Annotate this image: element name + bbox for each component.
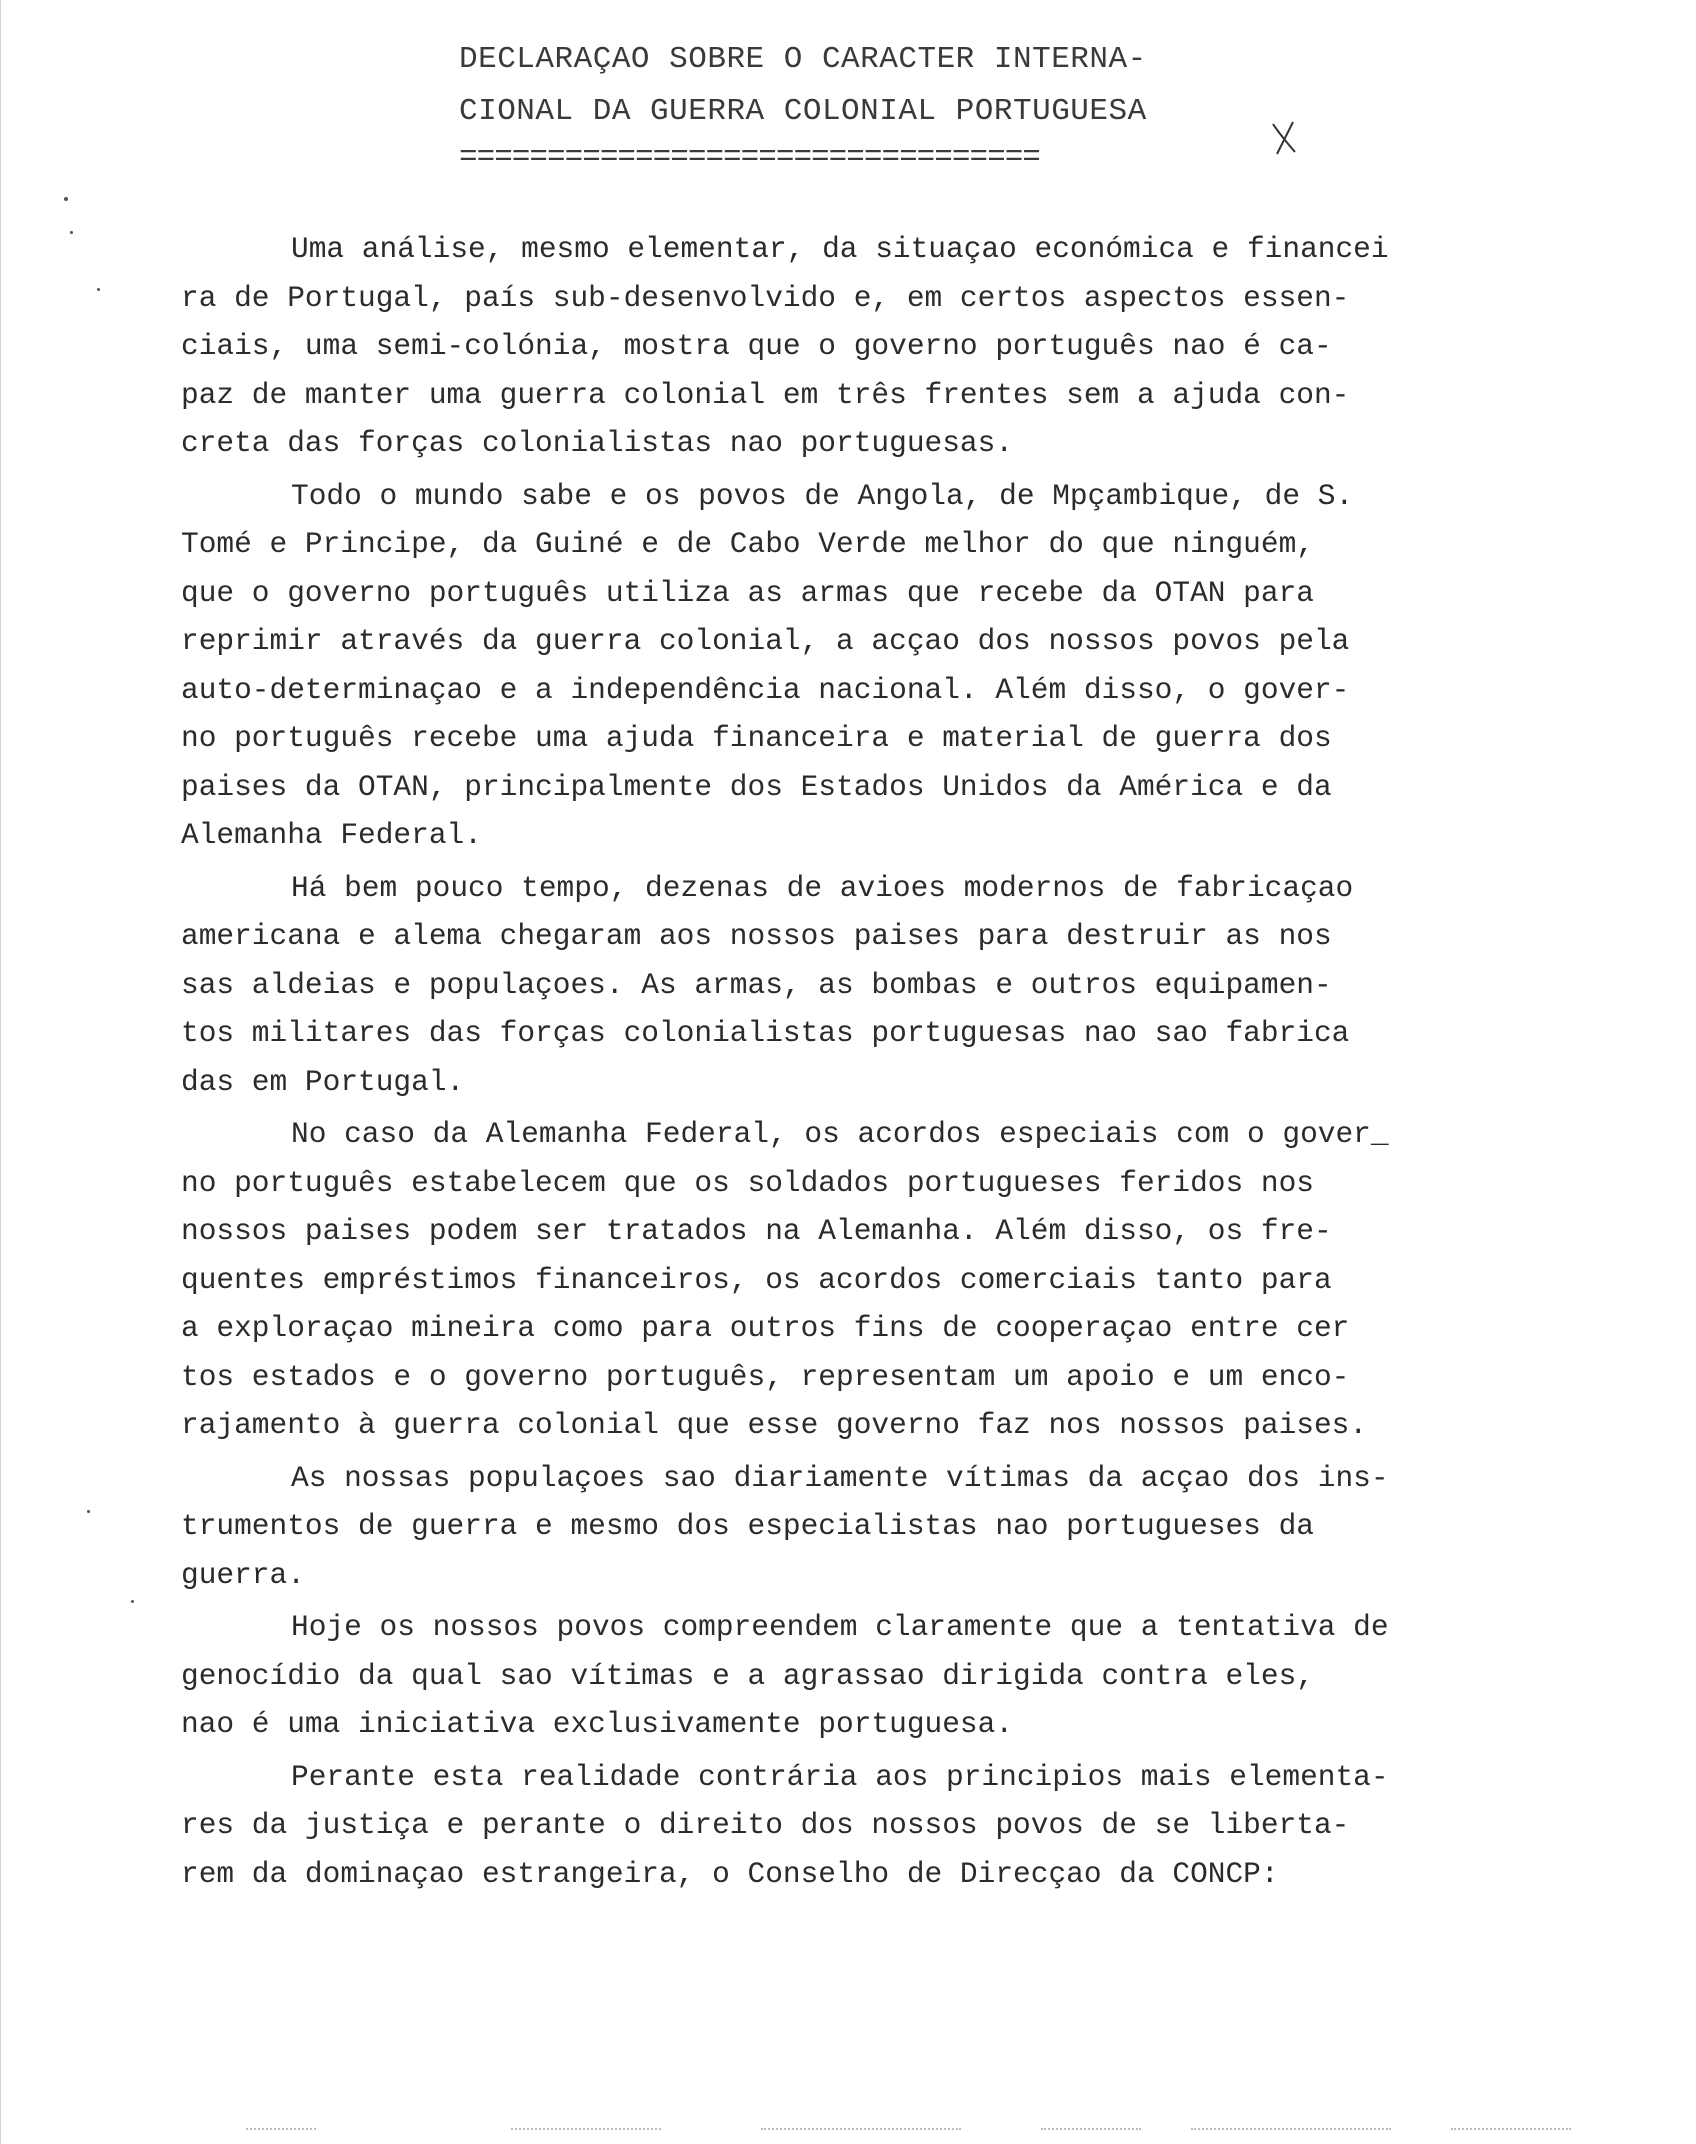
paragraph-6 [181, 1603, 1561, 1749]
document-body [181, 225, 1561, 1902]
text-line: rem da dominaçao estrangeira, o Conselho de Direcçao da CONCP: [181, 1856, 1279, 1891]
paragraph-7 [181, 1753, 1561, 1899]
scan-artifact-dots [1041, 2128, 1141, 2132]
text-line: Há bem pouco tempo, dezenas de avioes modernos de fabricaçao [291, 870, 1354, 905]
text-line: no português recebe uma ajuda financeira e material de guerra dos [181, 721, 1332, 755]
text-line: genocídio da qual sao vítimas e a agrassao dirigida contra eles, [181, 1658, 1314, 1693]
scan-artifact-dots [761, 2128, 961, 2132]
title-line-1: DECLARAÇAO SOBRE O CARACTER INTERNA- [459, 42, 1147, 77]
scan-artifact-dots [246, 2128, 316, 2132]
text-line: res da justiça e perante o direito dos nossos povos de se liberta- [181, 1808, 1350, 1842]
text-line: creta das forças colonialistas nao portuguesas. [181, 426, 1014, 460]
text-line: Perante esta realidade contrária aos principios mais elementa- [291, 1759, 1389, 1794]
text-line: Hoje os nossos povos compreendem claramente que a tentativa de [291, 1610, 1389, 1644]
margin-speck [87, 1510, 90, 1513]
scan-artifact-dots [511, 2128, 661, 2132]
document-title [459, 34, 1199, 184]
text-line: guerra. [181, 1557, 305, 1592]
margin-speck [64, 197, 68, 201]
text-line: reprimir através da guerra colonial, a acçao dos nossos povos pela [181, 624, 1350, 658]
paragraph-1 [181, 225, 1561, 468]
text-line: ra de Portugal, país sub-desenvolvido e, em certos aspectos essen- [181, 280, 1350, 315]
paragraph-2 [181, 472, 1561, 860]
title-underline-rule: ================================= [459, 140, 1040, 175]
text-line: tos militares das forças colonialistas portuguesas nao sao fabrica [181, 1016, 1350, 1050]
text-line: Uma análise, mesmo elementar, da situaçao económica e financei [291, 232, 1389, 266]
text-line: quentes empréstimos financeiros, os acordos comerciais tanto para [181, 1262, 1332, 1297]
margin-speck [97, 288, 100, 291]
text-line: tos estados e o governo português, representam um apoio e um enco- [181, 1359, 1350, 1394]
text-line: Alemanha Federal. [181, 818, 482, 852]
text-line: ciais, uma semi-colónia, mostra que o governo português nao é ca- [181, 329, 1332, 363]
margin-speck [131, 1600, 134, 1603]
text-line: nossos paises podem ser tratados na Alemanha. Além disso, os fre- [181, 1214, 1332, 1248]
text-line: americana e alema chegaram aos nossos paises para destruir as nos [181, 919, 1332, 953]
text-line: a exploraçao mineira como para outros fins de cooperaçao entre cer [181, 1311, 1350, 1345]
text-line: Todo o mundo sabe e os povos de Angola, de Mpçambique, de S. [291, 478, 1354, 513]
text-line: das em Portugal. [181, 1064, 465, 1099]
text-line: nao é uma iniciativa exclusivamente portuguesa. [181, 1707, 1014, 1741]
text-line: no português estabelecem que os soldados portugueses feridos nos [181, 1165, 1314, 1200]
handwritten-x-mark [1269, 118, 1299, 158]
paragraph-4 [181, 1110, 1561, 1450]
text-line: As nossas populaçoes sao diariamente vítimas da acçao dos ins- [291, 1460, 1389, 1495]
text-line: paises da OTAN, principalmente dos Estados Unidos da América e da [181, 769, 1332, 804]
paragraph-5 [181, 1454, 1561, 1600]
text-line: sas aldeias e populaçoes. As armas, as bombas e outros equipamen- [181, 967, 1332, 1002]
title-line-2: CIONAL DA GUERRA COLONIAL PORTUGUESA [459, 94, 1147, 129]
text-line: auto-determinaçao e a independência nacional. Além disso, o gover- [181, 672, 1350, 707]
text-line: paz de manter uma guerra colonial em três frentes sem a ajuda con- [181, 377, 1350, 412]
scan-artifact-dots [1191, 2128, 1391, 2132]
text-line: que o governo português utiliza as armas que recebe da OTAN para [181, 575, 1314, 610]
margin-speck [70, 231, 73, 234]
text-line: No caso da Alemanha Federal, os acordos especiais com o gover_ [291, 1117, 1389, 1151]
paragraph-3 [181, 864, 1561, 1107]
text-line: trumentos de guerra e mesmo dos especialistas nao portugueses da [181, 1509, 1314, 1543]
text-line: rajamento à guerra colonial que esse governo faz nos nossos paises. [181, 1408, 1368, 1442]
scan-artifact-dots [1451, 2128, 1571, 2132]
text-line: Tomé e Principe, da Guiné e de Cabo Verde melhor do que ninguém, [181, 527, 1314, 561]
